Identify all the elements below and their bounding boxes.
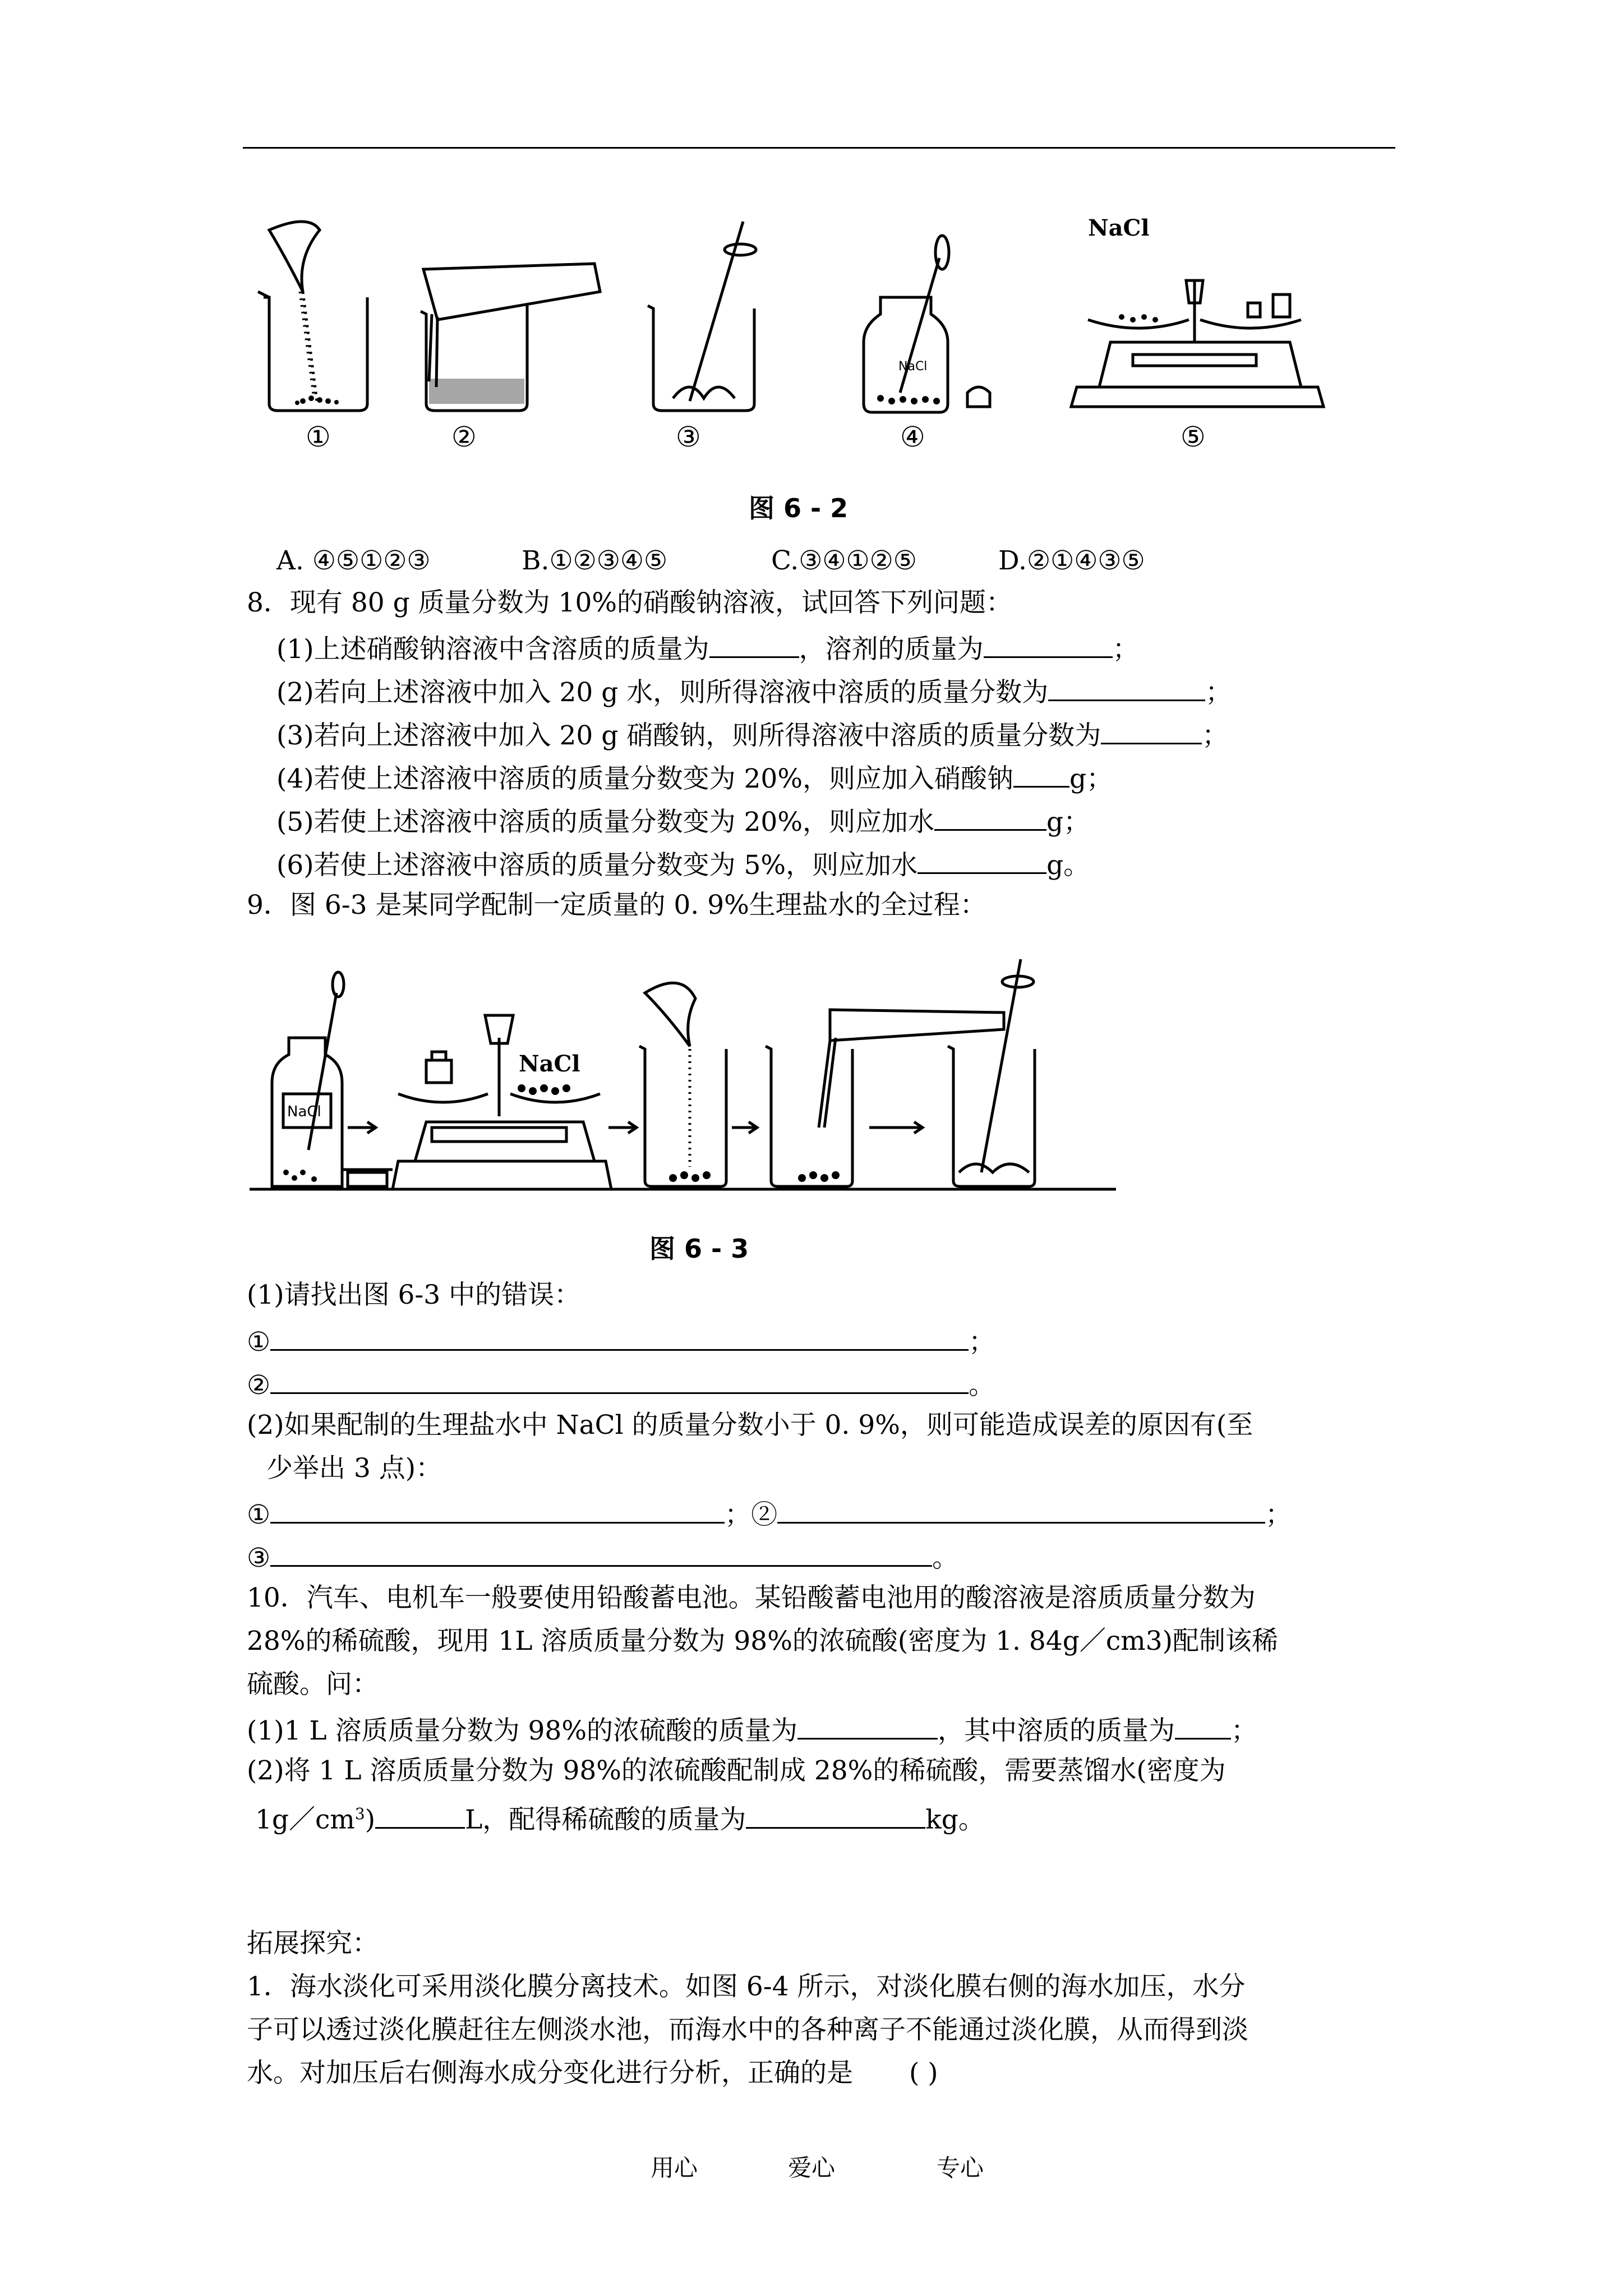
q8-part3-text: (3)若向上述溶液中加入 20 g 硝酸钠，则所得溶液中溶质的质量分数为: [276, 720, 1101, 751]
blank[interactable]: [270, 1494, 725, 1524]
q9-reason1-mark: ①: [247, 1499, 271, 1530]
q9-error2-mark: ②: [247, 1370, 271, 1401]
q10-density-close: ): [365, 1804, 376, 1835]
q8-part4: [276, 758, 1113, 797]
footer-c: 专心: [937, 2154, 984, 2182]
q10-part1: [247, 1710, 1257, 1749]
fig62-label-1: ①: [306, 421, 331, 453]
answer-paren[interactable]: ( ): [909, 2058, 938, 2088]
fig63-bottle-label: NaCl: [287, 1103, 321, 1120]
q8-stem: 8．现有 80 g 质量分数为 10%的硝酸钠溶液，试回答下列问题：: [247, 587, 1013, 618]
q10-line2: 28%的稀硫酸，现用 1L 溶质质量分数为 98%的浓硫酸(密度为 1. 84g／cm3)配制该稀: [247, 1626, 1278, 1657]
blank[interactable]: [375, 1799, 465, 1829]
blank[interactable]: [1013, 758, 1069, 788]
q10-density-sup: 3: [354, 1805, 365, 1823]
q10-part2-line2: [255, 1796, 985, 1838]
q9-part2-line1: (2)如果配制的生理盐水中 NaCl 的质量分数小于 0. 9%，则可能造成误差的原因有(至: [247, 1410, 1253, 1441]
extension-q1-line2: 子可以透过淡化膜赶往左侧淡水池，而海水中的各种离子不能通过淡化膜，从而得到淡: [247, 2014, 1248, 2045]
q9-error1-end: ；: [969, 1327, 995, 1358]
blank[interactable]: [984, 628, 1113, 658]
q10-line3: 硫酸。问：: [247, 1669, 379, 1700]
option-d: D.②①④③⑤: [998, 545, 1145, 576]
header-rule: [243, 147, 1395, 149]
q8-part4-text: (4)若使上述溶液中溶质的质量分数变为 20%，则应加入硝酸钠: [276, 763, 1013, 794]
blank[interactable]: [917, 844, 1046, 874]
option-a: A. ④⑤①②③: [276, 545, 431, 576]
q10-line1: 10．汽车、电机车一般要使用铅酸蓄电池。某铅酸蓄电池用的酸溶液是溶质质量分数为: [247, 1582, 1256, 1613]
fig62-label-4: ④: [900, 421, 925, 453]
q10-density-unit: 1g／cm: [255, 1804, 355, 1835]
q9-reason3-mark: ③: [247, 1543, 271, 1573]
q8-part1: [276, 628, 1139, 668]
extension-q1-text: 水。对加压后右侧海水成分变化进行分析，正确的是: [247, 2058, 853, 2088]
q10-part2-text-b: L，配得稀硫酸的质量为: [465, 1804, 746, 1835]
footer-a: 用心: [651, 2154, 698, 2182]
q10-part2-line1: (2)将 1 L 溶质质量分数为 98%的浓硫酸配制成 28%的稀硫酸，需要蒸馏水(密度为: [247, 1755, 1226, 1786]
q8-part5-end: g；: [1046, 807, 1090, 838]
q9-reason3-end: 。: [932, 1543, 959, 1573]
q9-error2-end: 。: [969, 1370, 995, 1401]
option-c: C.③④①②⑤: [771, 545, 917, 576]
q10-part2-text-c: kg。: [925, 1804, 985, 1835]
blank[interactable]: [709, 628, 799, 658]
footer-b: 爱心: [788, 2154, 836, 2182]
blank[interactable]: [1048, 671, 1205, 701]
blank[interactable]: [1101, 715, 1202, 744]
q9-reason2-mark: ②: [751, 1499, 778, 1530]
extension-q1-line3: [247, 2055, 938, 2091]
q9-part1: (1)请找出图 6-3 中的错误：: [247, 1280, 581, 1310]
fig62-caption: 图 6 - 2: [749, 493, 849, 523]
extension-heading: 拓展探究：: [247, 1928, 379, 1959]
bottle-label: NaCl: [898, 360, 928, 374]
q8-part2: [276, 671, 1232, 711]
q10-part1-text-b: ，其中溶质的质量为: [937, 1715, 1175, 1746]
q10-part1-text-a: (1)1 L 溶质质量分数为 98%的浓硫酸的质量为: [247, 1715, 797, 1746]
extension-q1-line1: 1．海水淡化可采用淡化膜分离技术。如图 6-4 所示，对淡化膜右侧的海水加压，水分: [247, 1971, 1246, 2002]
q8-part2-text: (2)若向上述溶液中加入 20 g 水，则所得溶液中溶质的质量分数为: [276, 677, 1049, 708]
q9-reasons-row1: [247, 1494, 1292, 1533]
blank[interactable]: [797, 1710, 938, 1740]
balance-label: NaCl: [1088, 215, 1150, 241]
q8-part1-text-b: ，溶剂的质量为: [799, 634, 984, 665]
fig62-label-5: ⑤: [1181, 421, 1206, 453]
fig63-caption: 图 6 - 3: [649, 1234, 749, 1264]
blank[interactable]: [934, 801, 1046, 831]
q8-part4-end: g；: [1069, 763, 1113, 794]
q8-part5-text: (5)若使上述溶液中溶质的质量分数变为 20%，则应加水: [276, 807, 934, 838]
fig62-label-2: ②: [451, 421, 477, 453]
fig63-balance-label: NaCl: [519, 1051, 580, 1077]
q8-part3: [276, 715, 1228, 754]
q8-part1-text-c: ；: [1112, 634, 1139, 665]
q9-reason2-end: ；: [1265, 1499, 1292, 1530]
q9-error1-mark: ①: [247, 1327, 271, 1358]
figure-6-3-drawing: [247, 948, 1133, 1245]
q9-error2: [247, 1364, 995, 1404]
q10-part1-text-c: ；: [1230, 1715, 1257, 1746]
q8-part6-text: (6)若使上述溶液中溶质的质量分数变为 5%，则应加水: [276, 850, 918, 881]
fig62-label-3: ③: [676, 421, 701, 453]
q9-stem: 9．图 6-3 是某同学配制一定质量的 0. 9%生理盐水的全过程：: [247, 890, 986, 921]
q8-part5: [276, 801, 1090, 840]
blank[interactable]: [777, 1494, 1265, 1524]
q9-error1: [247, 1321, 995, 1360]
q8-part3-end: ；: [1202, 720, 1229, 751]
blank[interactable]: [270, 1321, 969, 1351]
q8-part1-text-a: (1)上述硝酸钠溶液中含溶质的质量为: [276, 634, 709, 665]
blank[interactable]: [1175, 1710, 1231, 1740]
q9-part2-line2: 少举出 3 点)：: [266, 1453, 442, 1484]
figure-6-3: [247, 948, 1133, 1245]
option-b: B.①②③④⑤: [522, 545, 668, 576]
q8-part6-end: g。: [1046, 850, 1090, 881]
q9-reasons-row2: [247, 1537, 958, 1576]
q9-reason1-end: ；: [725, 1499, 751, 1530]
q8-part6: [276, 844, 1090, 884]
q8-part2-end: ；: [1205, 677, 1232, 708]
blank[interactable]: [746, 1799, 925, 1829]
blank[interactable]: [270, 1364, 969, 1394]
blank[interactable]: [270, 1537, 932, 1567]
